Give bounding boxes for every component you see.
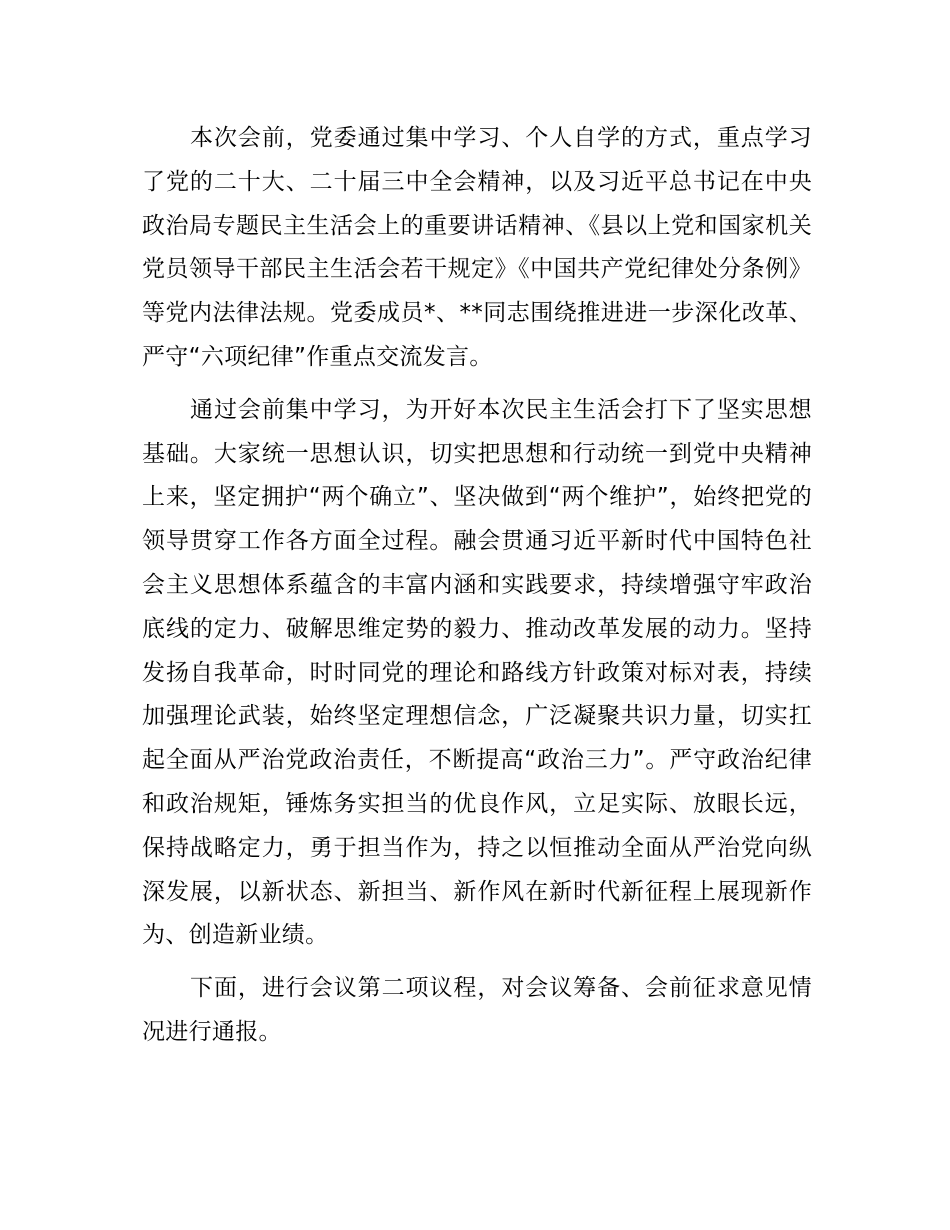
paragraph-next-agenda-item: 下面，进行会议第二项议程，对会议筹备、会前征求意见情况进行通报。 xyxy=(142,975,812,1045)
document-body xyxy=(142,117,812,1055)
paragraph-study-outcomes: 通过会前集中学习，为开好本次民主生活会打下了坚实思想基础。大家统一思想认识，切实把思想和行动统一到党中央精神上来，坚定拥护“两个确立”、坚决做到“两个维护”，始终把党的领导贯穿工作各方面全过程。融会贯通习近平新时代中国特色社会主义思想体系蕴含的丰富内涵和实践要求，持续增强守牢政治底线的定力、破解思维定势的毅力、推动改革发展的动力。坚持发扬自我革命，时时同党的理论和路线方针政策对标对表，持续加强理论武装，始终坚定理想信念，广泛凝聚共识力量，切实扛起全面从严治党政治责任，不断提高“政治三力”。严守政治纪律和政治规矩，锤炼务实担当的优良作风，立足实际、放眼长远，保持战略定力，勇于担当作为，持之以恒推动全面从严治党向纵深发展，以新状态、新担当、新作风在新时代新征程上展现新作为、创造新业绩。 xyxy=(142,396,812,949)
paragraph-pre-meeting-study: 本次会前，党委通过集中学习、个人自学的方式，重点学习了党的二十大、二十届三中全会精神，以及习近平总书记在中央政治局专题民主生活会上的重要讲话精神、《县以上党和国家机关党员领导干部民主生活会若干规定》《中国共产党纪律处分条例》等党内法律法规。党委成员*、**同志围绕推进进一步深化改革、严守“六项纪律”作重点交流发言。 xyxy=(142,125,812,370)
